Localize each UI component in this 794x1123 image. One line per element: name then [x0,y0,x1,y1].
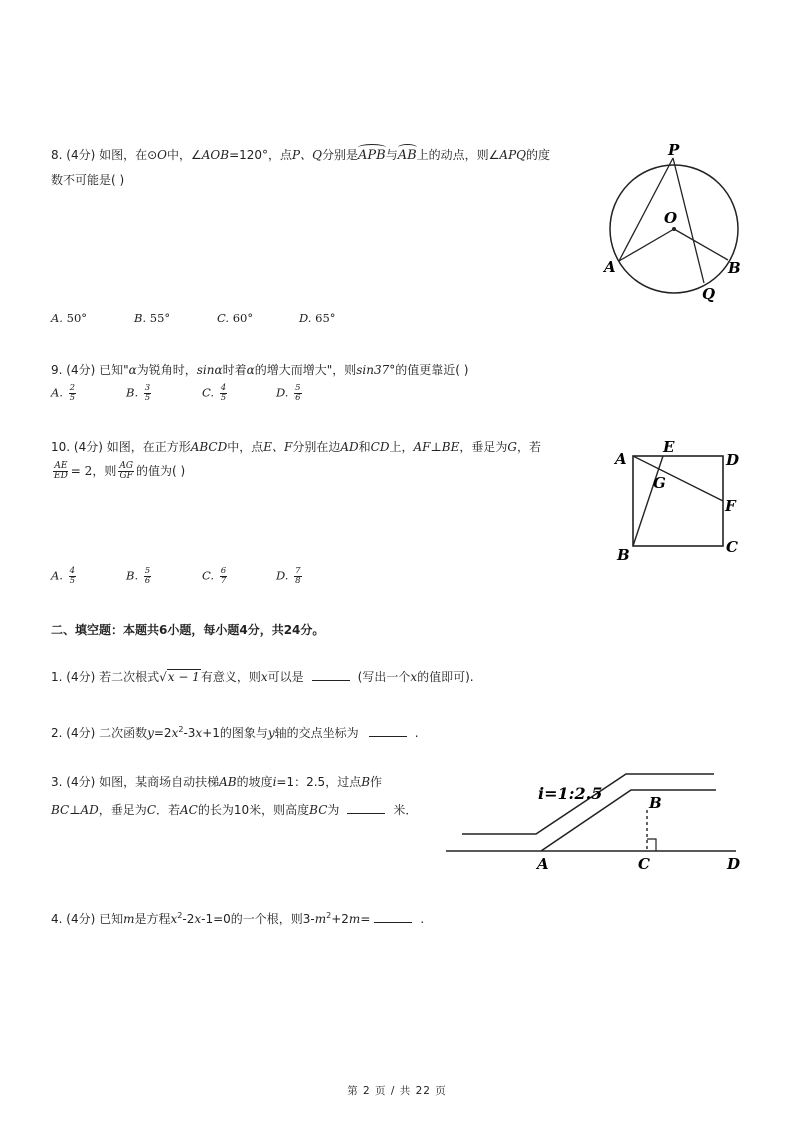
f3-b: B [361,775,371,789]
segment-be [633,456,663,546]
f4-line [51,906,424,929]
q8-o: O [157,148,167,162]
q8-text: 的度 [526,148,551,162]
fraction-den: 5 [220,393,227,403]
f4-x: x [194,912,202,926]
right-angle-mark [647,839,656,851]
fraction-num: AE [54,461,68,471]
option-value: 50° [66,311,88,325]
fraction-num: 4 [220,383,227,393]
q9-option-d [276,384,304,403]
q8-arc-apb-text: APB [357,148,386,163]
q10-frac-ag-gf [118,462,134,481]
f1-x: x [260,670,268,684]
f3-text: =1：2.5，过点 [276,775,362,789]
fraction-num: 5 [295,383,301,393]
square-abcd [633,456,723,546]
f3-text: 的长为10米，则高度 [197,803,310,817]
section-heading-fill-in: 二、填空题：本题共6小题，每小题4分，共24分。 [51,623,325,637]
q10-text: ，则 [92,464,117,478]
q9-text: 9. (4分) 已知" [51,363,129,377]
q9-alpha: α [246,363,255,377]
q8-aob: AOB [201,148,230,162]
f3-line2 [51,800,417,820]
option-letter: D. [276,385,289,400]
fraction-den: 6 [144,576,151,586]
q10-line1 [51,437,541,457]
segment-ob [674,229,728,260]
option-letter: B. [134,311,147,325]
f3-text: 为 [327,803,340,817]
fraction-den: 8 [295,576,301,586]
fraction-num: 2 [69,383,76,393]
f1-line [51,667,474,687]
f3-text: ，垂足为 [98,803,147,817]
f3-line1 [51,772,382,792]
f1-text: 可以是 [267,670,304,684]
f4-text: 4. (4分) 已知 [51,912,124,926]
option-fraction [144,384,151,403]
q9-line [51,360,468,380]
q10-abcd: ABCD [190,440,228,454]
f3-i: i [272,775,277,789]
fraction-den: GF [119,471,133,481]
option-value: 60° [232,311,254,325]
q10-line2 [51,461,185,481]
q8-circle-figure [598,138,748,306]
f4-m: m [123,912,135,926]
q8-text: =120°，点 [229,148,293,162]
label-q: Q [702,285,716,303]
q9-option-a [51,384,78,403]
q9-sin: sinα [196,363,223,377]
q10-text: 中，点 [227,440,264,454]
label-b: B [649,794,662,812]
q8-text: 中，∠ [166,148,202,162]
f4-text: +2 [331,912,349,926]
option-letter: A. [51,311,63,325]
q10-cd: CD [370,440,390,454]
q10-text: 的值为( ) [136,464,186,478]
f1-text: 有意义，则 [200,670,261,684]
label-o: O [664,209,678,227]
f1-text: 的值即可). [417,670,474,684]
f2-y: y [267,726,275,740]
fraction-den: 5 [69,576,76,586]
f2-x: x [195,726,203,740]
q10-text: 10. (4分) 如图，在正方形 [51,440,191,454]
f4-sup: 2 [177,911,183,920]
label-d: D [727,855,741,873]
option-letter: C. [202,385,215,400]
q10-perp: AF⊥BE [413,440,460,454]
option-letter: C. [202,568,215,583]
f2-text: =2 [153,726,172,740]
label-g: G [653,474,666,492]
f2-line [51,720,419,743]
f4-text: = [360,912,371,926]
f1-radicand: x − 1 [167,670,200,684]
fraction-num: 7 [295,566,301,576]
f3-ab: AB [219,775,237,789]
f3-bcad: BC⊥AD [51,803,99,817]
f2-text: +1的图象与 [202,726,268,740]
option-letter: D. [276,568,289,583]
option-letter: C. [217,311,230,325]
option-letter: B. [126,385,139,400]
f3-text: ．若 [156,803,181,817]
q10-frac-ae-ed [53,462,69,481]
f4-m: m [314,912,327,926]
q10-ad: AD [340,440,359,454]
f1-x: x [410,670,418,684]
fraction-den: ED [54,471,68,481]
q8-text: 与 [385,148,398,162]
q9-option-b [126,384,153,403]
f2-text: 轴的交点坐标为 [274,726,359,740]
f3-ac: AC [180,803,198,817]
f4-m: m [348,912,361,926]
q8-option-a [51,311,87,325]
q8-line1 [51,145,550,166]
f4-text: -1=0的一个根，则3- [201,912,315,926]
q10-ef: E、F [263,440,293,454]
option-letter: B. [126,568,139,583]
f3-text: 米． [393,803,418,817]
f2-answer-blank[interactable] [369,724,407,737]
q8-line2: 数不可能是( ) [51,173,125,187]
f4-text: 是方程 [134,912,171,926]
f2-y: y [147,726,154,740]
page-footer: 第 2 页 / 共 22 页 [347,1085,447,1097]
q10-text: 上， [389,440,414,454]
f3-escalator-figure [446,766,746,876]
label-c: C [726,538,738,556]
f1-sqrt [159,669,201,684]
q8-apq: APQ [499,148,526,162]
q8-text: 分别是 [321,148,358,162]
fraction-den: 5 [144,393,151,403]
f4-text: . [420,912,425,926]
q8-arc-apb [358,148,386,163]
q8-arc-ab [398,148,417,163]
fraction-num: 4 [69,566,76,576]
q10-option-c [202,567,229,586]
option-fraction [220,384,227,403]
f2-text: -3 [183,726,196,740]
slope-label: i=1:2.5 [538,784,603,803]
q8-option-c [217,311,253,325]
label-a: A [537,855,549,873]
f2-text: . [414,726,419,740]
q10-option-b [126,567,153,586]
fraction-den: 5 [69,393,76,403]
f4-text: -2 [182,912,195,926]
fraction-num: 6 [220,566,227,576]
q10-option-d [276,567,304,586]
option-letter: A. [51,568,63,583]
option-fraction [294,567,301,586]
label-b: B [728,259,741,277]
q8-pq: P、Q [292,148,322,162]
sqrt-icon: √ [159,670,167,684]
f3-answer-blank[interactable] [347,801,385,814]
fraction-num: 5 [144,566,151,576]
option-fraction [69,384,76,403]
f4-x: x [170,912,178,926]
q8-option-b [134,311,170,325]
f3-c: C [146,803,156,817]
q8-arc-ab-text: AB [397,148,417,163]
q10-eq: = 2 [70,464,93,478]
label-e: E [663,438,675,456]
f2-sup: 2 [178,725,184,734]
option-letter: D. [299,311,312,325]
q10-text: ，垂足为 [459,440,508,454]
label-a: A [615,450,627,468]
option-fraction [294,384,301,403]
label-p: P [668,141,680,159]
q10-text: ，若 [516,440,541,454]
option-value: 55° [149,311,171,325]
option-fraction [69,567,76,586]
q10-option-a [51,567,78,586]
f4-sup: 2 [326,911,332,920]
label-d: D [726,451,740,469]
q8-text: 8. (4分) 如图，在⊙ [51,148,158,162]
label-b: B [617,546,630,564]
q9-alpha: α [128,363,137,377]
f3-text: 作 [370,775,383,789]
q9-text: 的增大而增大"，则 [254,363,357,377]
option-value: 65° [315,311,336,325]
label-a: A [604,258,616,276]
center-dot [672,227,676,231]
q10-square-figure [610,433,750,565]
segment-af [633,456,723,501]
f3-text: 的坡度 [236,775,273,789]
f1-text: (写出一个 [357,670,411,684]
segment-pq [673,158,704,283]
f2-text: 2. (4分) 二次函数 [51,726,148,740]
fraction-num: AG [119,461,134,471]
q9-sin37: sin37° [356,363,396,377]
q9-text: 的值更靠近( ) [395,363,469,377]
f2-x: x [171,726,179,740]
q10-text: 分别在边 [292,440,341,454]
q10-g: G [507,440,517,454]
f1-text: 1. (4分) 若二次根式 [51,670,160,684]
f3-bc: BC [309,803,328,817]
q8-text: 上的动点，则∠ [416,148,500,162]
option-letter: A. [51,385,63,400]
f3-text: 3. (4分) 如图，某商场自动扶梯 [51,775,220,789]
q8-option-d [299,311,336,325]
fraction-den: 6 [295,393,301,403]
fraction-den: 7 [220,576,227,586]
label-c: C [638,855,650,873]
q9-text: 为锐角时， [136,363,197,377]
f1-answer-blank[interactable] [312,668,350,681]
option-fraction [144,567,151,586]
q9-option-c [202,384,229,403]
label-f: F [725,497,736,515]
escalator-upper-rail [462,774,714,834]
fraction-num: 3 [144,383,151,393]
f4-answer-blank[interactable] [374,910,412,923]
q9-text: 时着 [222,363,247,377]
option-fraction [220,567,227,586]
q10-text: 和 [358,440,371,454]
